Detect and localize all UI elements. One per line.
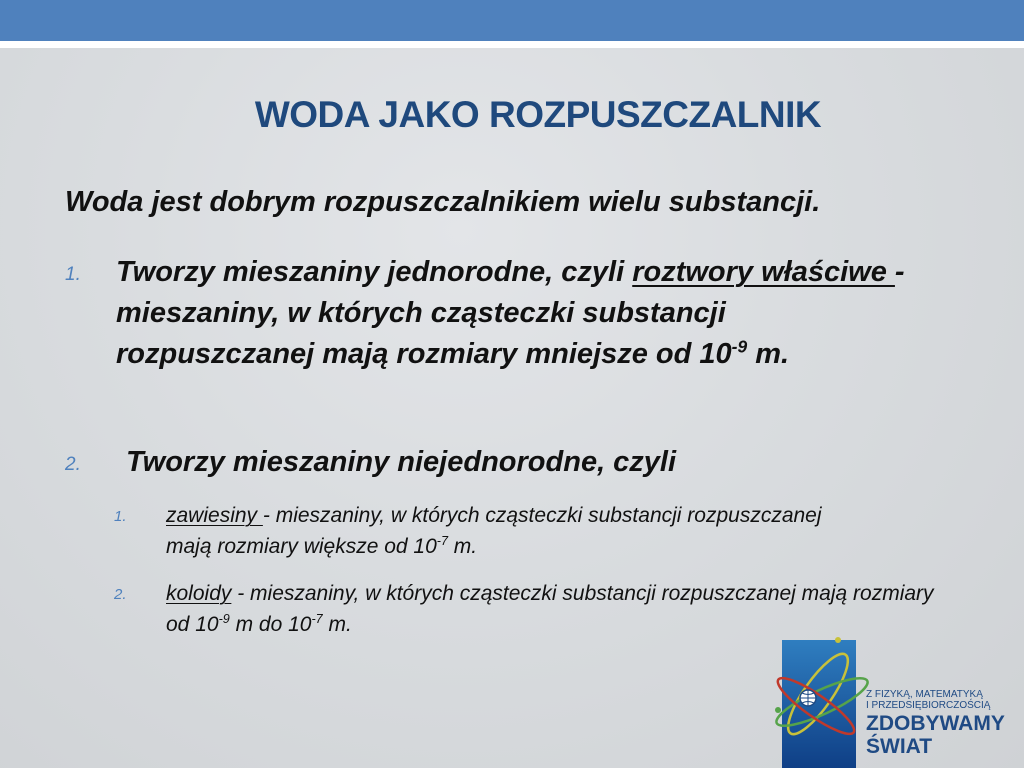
term-zawiesiny: zawiesiny — [166, 504, 263, 527]
list-item-text: Tworzy mieszaniny jednorodne, czyli roztwory właściwe - mieszaniny, w których cząsteczki substancji rozpuszczanej mają rozmiary mniejsze od $10^{-9}$ m. — [116, 256, 905, 370]
sub-list-item-text: zawiesiny - mieszaniny, w których cząsteczki substancji rozpuszczanej mają rozmiary większe od $10^{-7}$ m. — [166, 504, 822, 558]
logo-text-line4: ŚWIAT — [866, 735, 933, 758]
sub-list-number: 2. — [114, 586, 127, 603]
list-item-text: Tworzy mieszaniny niejednorodne, czyli — [126, 446, 677, 478]
list-number: 1. — [65, 264, 81, 285]
term-koloidy: koloidy — [166, 582, 232, 605]
term-roztwory: roztwory właściwe — [632, 256, 895, 288]
exponent: -7 — [436, 534, 448, 548]
top-white-line — [0, 41, 1024, 48]
list-number: 2. — [65, 454, 81, 475]
exponent: -9 — [218, 612, 230, 626]
logo-text-line3: ZDOBYWAMY — [866, 712, 1005, 735]
intro-text: Woda jest dobrym rozpuszczalnikiem wielu substancji. — [65, 186, 821, 218]
slide-title: WODA JAKO ROZPUSZCZALNIK — [254, 94, 822, 135]
sub-list-number: 1. — [114, 508, 127, 525]
logo-text-line1: Z FIZYKĄ, MATEMATYKĄ — [866, 689, 983, 700]
exponent: -9 — [731, 336, 748, 357]
sub-list-item-text: koloidy - mieszaniny, w których cząsteczki substancji rozpuszczanej mają rozmiary od $10^{-9}$ m do $10^{-7}$ m. — [166, 582, 934, 636]
exponent: -7 — [311, 612, 323, 626]
top-accent-bar — [0, 0, 1024, 41]
logo-text-line2: I PRZEDSIĘBIORCZOŚCIĄ — [866, 700, 991, 711]
